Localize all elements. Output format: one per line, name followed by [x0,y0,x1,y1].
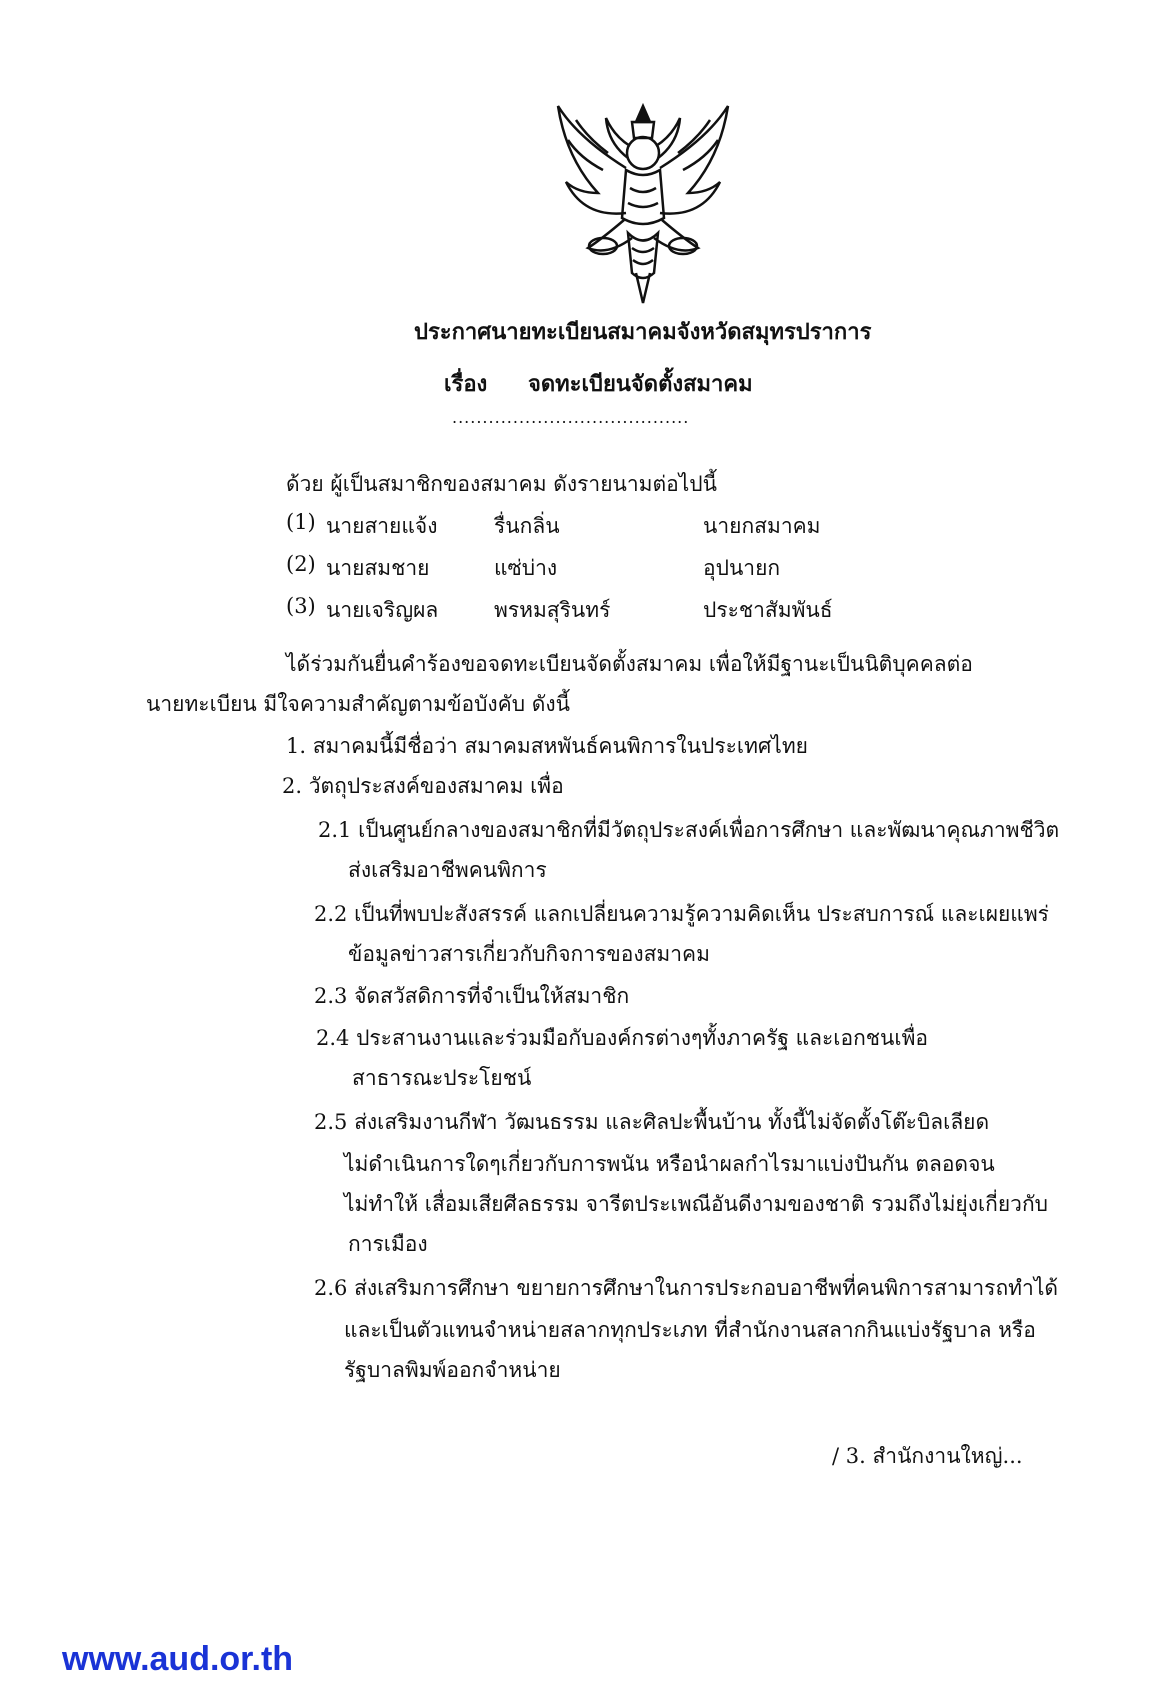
member-number: (1) [286,510,316,534]
clause-2-5-cont: ไม่ทำให้ เสื่อมเสียศีลธรรม จารีตประเพณีอันดีงามของชาติ รวมถึงไม่ยุ่งเกี่ยวกับ [344,1192,1049,1216]
clause-2-5-cont: การเมือง [348,1232,428,1256]
clause-2-3: 2.3 จัดสวัสดิการที่จำเป็นให้สมาชิก [314,984,630,1008]
continuation-marker: / 3. สำนักงานใหญ่... [832,1444,1023,1468]
garuda-emblem-icon [548,98,738,308]
member-position: อุปนายก [703,556,781,580]
clause-1: 1. สมาคมนี้มีชื่อว่า สมาคมสหพันธ์คนพิการในประเทศไทย [286,734,808,758]
clause-2-2-cont: ข้อมูลข่าวสารเกี่ยวกับกิจการของสมาคม [348,942,710,966]
intro-line: ด้วย ผู้เป็นสมาชิกของสมาคม ดังรายนามต่อไปนี้ [286,472,717,496]
member-number: (3) [286,594,316,618]
clause-2-1-cont: ส่งเสริมอาชีพคนพิการ [348,858,547,882]
clause-2-4-cont: สาธารณะประโยชน์ [352,1066,532,1090]
member-last-name: พรหมสุรินทร์ [494,598,611,622]
clause-2-4: 2.4 ประสานงานและร่วมมือกับองค์กรต่างๆทั้งภาครัฐ และเอกชนเพื่อ [316,1026,929,1050]
clause-2-1: 2.1 เป็นศูนย์กลางของสมาชิกที่มีวัตถุประสงค์เพื่อการศึกษา และพัฒนาคุณภาพชีวิต [318,818,1060,842]
subject-text: จดทะเบียนจัดตั้งสมาคม [528,371,753,397]
website-link[interactable]: www.aud.or.th [62,1640,294,1678]
member-first-name: นายสายแจ้ง [326,514,438,538]
clause-2-6: 2.6 ส่งเสริมการศึกษา ขยายการศึกษาในการประกอบอาชีพที่คนพิการสามารถทำได้ [314,1276,1059,1300]
clause-2-6-cont: และเป็นตัวแทนจำหน่ายสลากทุกประเภท ที่สำนักงานสลากกินแบ่งรัฐบาล หรือ [344,1318,1036,1342]
clause-2-5-cont: ไม่ดำเนินการใดๆเกี่ยวกับการพนัน หรือนำผลกำไรมาแบ่งปันกัน ตลอดจน [344,1152,995,1176]
announcement-title: ประกาศนายทะเบียนสมาคมจังหวัดสมุทรปราการ [414,319,872,345]
member-first-name: นายสมชาย [326,556,430,580]
paragraph-line: นายทะเบียน มีใจความสำคัญตามข้อบังคับ ดังนี้ [146,692,570,716]
clause-2-2: 2.2 เป็นที่พบปะสังสรรค์ แลกเปลี่ยนความรู้ความคิดเห็น ประสบการณ์ และเผยแพร่ [314,902,1049,926]
member-first-name: นายเจริญผล [326,598,439,622]
member-last-name: รื่นกลิ่น [494,514,560,538]
clause-2-6-cont: รัฐบาลพิมพ์ออกจำหน่าย [344,1358,561,1382]
member-position: ประชาสัมพันธ์ [703,598,833,622]
paragraph-line: ได้ร่วมกันยื่นคำร้องขอจดทะเบียนจัดตั้งสมาคม เพื่อให้มีฐานะเป็นนิติบุคคลต่อ [286,652,973,676]
member-number: (2) [286,552,316,576]
member-position: นายกสมาคม [703,514,821,538]
member-last-name: แซ่บ่าง [494,556,558,580]
subject-label: เรื่อง [444,371,488,397]
clause-2-5: 2.5 ส่งเสริมงานกีฬา วัฒนธรรม และศิลปะพื้นบ้าน ทั้งนี้ไม่จัดตั้งโต๊ะบิลเลียด [314,1110,990,1134]
clause-2: 2. วัตถุประสงค์ของสมาคม เพื่อ [282,774,564,798]
dotted-separator: ....................................... [452,408,690,427]
